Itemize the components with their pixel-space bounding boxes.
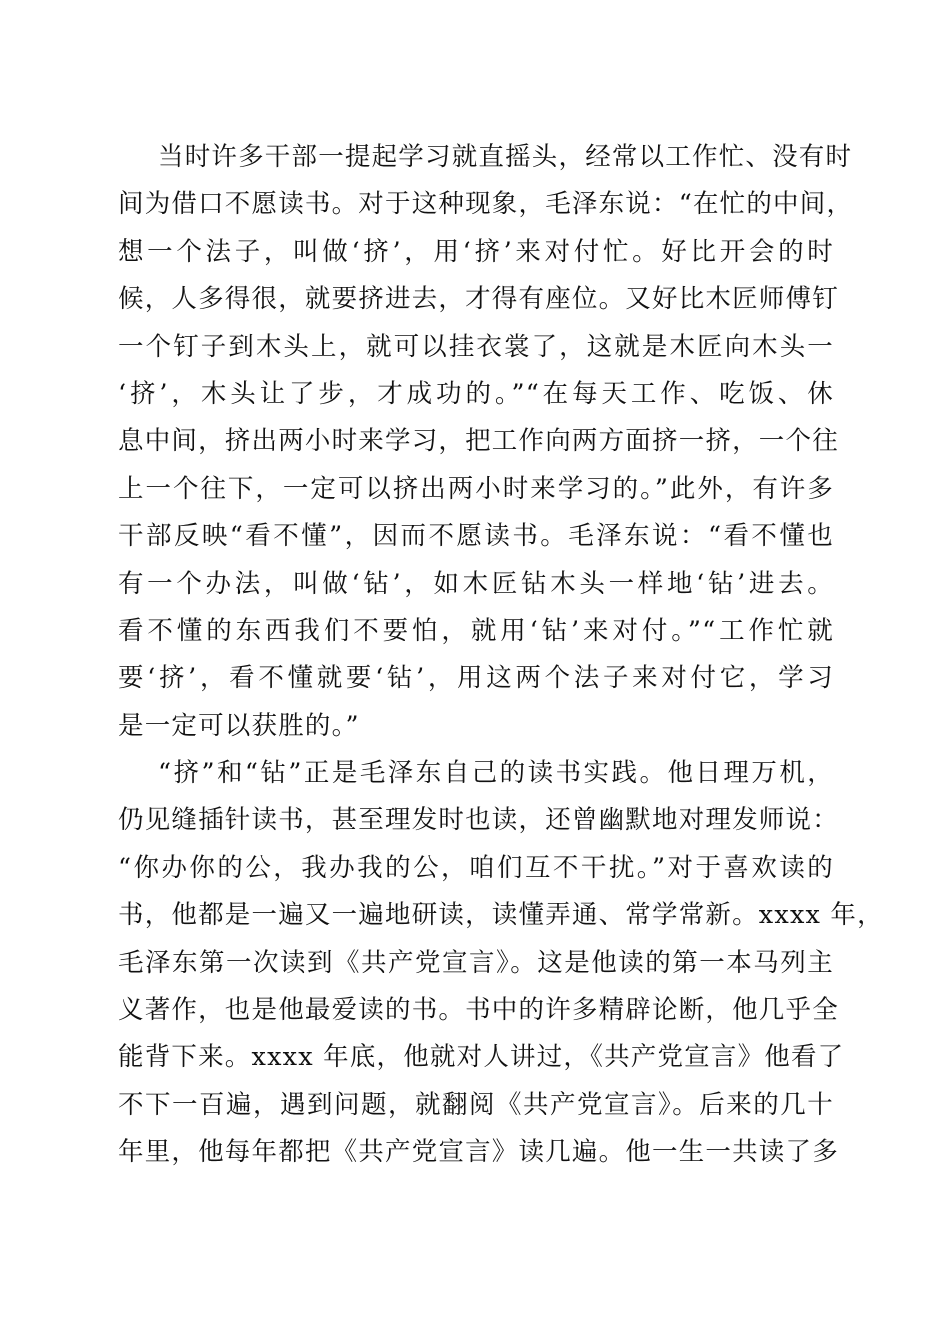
text-line: 仍见缝插针读书，甚至理发时也读，还曾幽默地对理发师说： (118, 805, 839, 836)
document-body (118, 134, 884, 1177)
text-line: 是一定可以获胜的。” (118, 710, 360, 741)
text-line: 上一个往下，一定可以挤出两小时来学习的。”此外，有许多 (118, 473, 834, 504)
text-line: 当时许多干部一提起学习就直摇头，经常以工作忙、没有时 (158, 142, 853, 172)
text-line: 息中间，挤出两小时来学习，把工作向两方面挤一挤，一个往 (118, 426, 839, 457)
text-line: 间为借口不愿读书。对于这种现象，毛泽东说：“在忙的中间， (118, 189, 854, 220)
text-line: 想一个法子，叫做‘挤’，用‘挤’来对付忙。好比开会的时 (118, 236, 834, 267)
paragraph-1 (118, 134, 854, 750)
text-line: “挤”和“钻”正是毛泽东自己的读书实践。他日理万机， (158, 758, 834, 789)
text-line: 干部反映“看不懂”，因而不愿读书。毛泽东说：“看不懂也 (118, 521, 834, 552)
text-line: “你办你的公，我办我的公，咱们互不干扰。”对于喜欢读的 (118, 852, 834, 883)
text-line: 一个钉子到木头上，就可以挂衣裳了，这就是木匠向木头一 (118, 331, 834, 362)
text-line: 义著作，也是他最爱读的书。书中的许多精辟论断，他几乎全 (118, 995, 839, 1026)
text-line: 有一个办法，叫做‘钻’，如木匠钻木头一样地‘钻’进去。 (118, 568, 834, 599)
text-line: 能背下来。xxxx 年底，他就对人讲过，《共产党宣言》他看了 (118, 1042, 845, 1073)
text-line: 要‘挤’，看不懂就要‘钻’，用这两个法子来对付它，学习 (118, 663, 834, 694)
text-line: 候，人多得很，就要挤进去，才得有座位。又好比木匠师傅钉 (118, 284, 839, 315)
text-line: ‘挤’，木头让了步，才成功的。”“在每天工作、吃饭、休 (118, 378, 834, 409)
text-line: 书，他都是一遍又一遍地研读，读懂弄通、常学常新。xxxx 年， (118, 900, 884, 931)
text-line: 年里，他每年都把《共产党宣言》读几遍。他一生一共读了多 (118, 1137, 839, 1168)
text-line: 不下一百遍，遇到问题，就翻阅《共产党宣言》。后来的几十 (118, 1089, 834, 1120)
paragraph-2 (118, 750, 884, 1177)
text-line: 看不懂的东西我们不要怕，就用‘钻’来对付。”“工作忙就 (118, 615, 834, 646)
text-line: 毛泽东第一次读到《共产党宣言》。这是他读的第一本马列主 (118, 947, 834, 978)
